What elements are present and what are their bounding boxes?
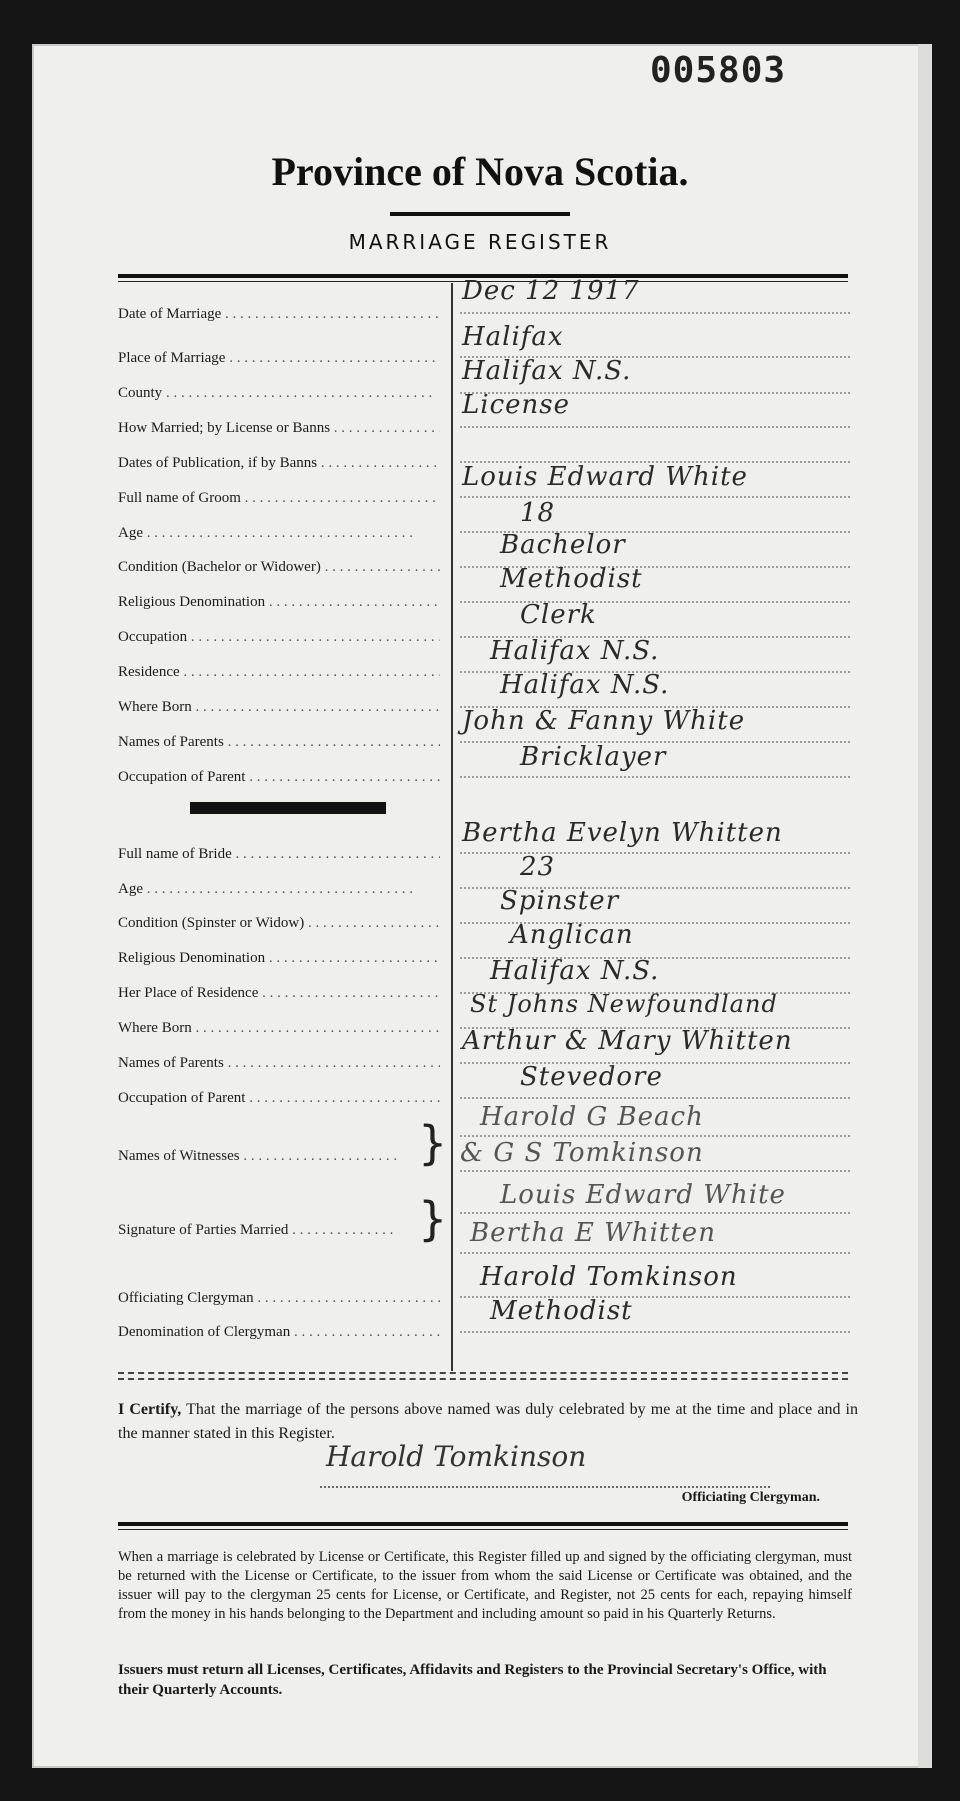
label-clergyman-denomination: Denomination of Clergyman . . . — [118, 1324, 440, 1341]
value-groom-parent-occupation: Bricklayer — [520, 742, 667, 772]
value-groom-condition: Bachelor — [500, 530, 626, 560]
entry-line — [460, 776, 850, 778]
value-groom-occupation: Clerk — [520, 600, 597, 630]
label-bride-parent-occupation: Occupation of Parent . . . — [118, 1090, 440, 1107]
label-groom-parents: Names of Parents . . . — [118, 734, 440, 751]
section-separator-bar — [190, 802, 386, 814]
label-bride-where-born: Where Born . . . — [118, 1020, 440, 1037]
value-bride-parent-occupation: Stevedore — [520, 1062, 663, 1092]
entry-line — [460, 312, 850, 314]
label-bride-religion: Religious Denomination . . . — [118, 950, 440, 967]
value-clergyman-denomination: Methodist — [490, 1296, 633, 1326]
label-groom-condition: Condition (Bachelor or Widower) . . . — [118, 559, 440, 576]
value-witness-2: & G S Tomkinson — [460, 1138, 704, 1168]
label-bride-condition: Condition (Spinster or Widow) . . . — [118, 915, 440, 932]
notice-rule — [118, 1522, 848, 1526]
document-number: 005803 — [650, 50, 787, 91]
label-signatures: Signature of Parties Married . . . — [118, 1222, 398, 1239]
column-divider — [451, 283, 453, 1371]
entry-line — [460, 426, 850, 428]
value-groom-age: 18 — [520, 498, 556, 528]
signatures-brace: } — [418, 1192, 448, 1246]
value-groom-religion: Methodist — [500, 564, 643, 594]
register-subtitle: MARRIAGE REGISTER — [348, 230, 612, 254]
certify-lead: I Certify, — [118, 1401, 182, 1418]
value-witness-1: Harold G Beach — [480, 1102, 704, 1132]
certify-body: That the marriage of the persons above named was duly celebrated by me at the time and place and in the manner stated in this Register. — [118, 1401, 859, 1442]
label-bride-age: Age . . . — [118, 881, 440, 898]
value-officiating-clergyman: Harold Tomkinson — [480, 1262, 738, 1292]
value-county: Halifax N.S. — [462, 356, 632, 386]
entry-line — [460, 1170, 850, 1172]
label-groom-age: Age . . . — [118, 525, 440, 542]
signature-caption: Officiating Clergyman. — [681, 1490, 820, 1505]
value-date-of-marriage: Dec 12 1917 — [462, 276, 640, 306]
clergyman-signature: Harold Tomkinson — [326, 1440, 587, 1473]
instructions-notice: When a marriage is celebrated by License or Certificate, this Register filled up and signed by the officiating clergyman, must be returned with the License or Certificate, to the issuer from whom the said License or Certificate was obtained, and the issuer will pay to the clergyman 25 cents for License, or Certificate, and Register, not 25 cents for each, repaying himself from the money in his hands belonging to the Department and including amount so paid in his Quarterly Returns. — [118, 1549, 852, 1622]
value-groom-residence: Halifax N.S. — [490, 636, 660, 666]
notice-rule-thin — [118, 1529, 848, 1530]
entry-line — [460, 1331, 850, 1333]
label-groom-residence: Residence . . . — [118, 664, 440, 681]
value-bride-name: Bertha Evelyn Whitten — [462, 818, 783, 848]
value-signature-bride: Bertha E Whitten — [470, 1218, 716, 1248]
issuer-notice: Issuers must return all Licenses, Certificates, Affidavits and Registers to the Provincial Secretary's Office, with their Quarterly Accounts. — [118, 1662, 827, 1698]
label-groom-name: Full name of Groom . . . — [118, 490, 440, 507]
signature-line — [320, 1486, 770, 1488]
value-bride-age: 23 — [520, 852, 556, 882]
label-county: County . . . — [118, 385, 440, 402]
value-bride-where-born: St Johns Newfoundland — [470, 990, 778, 1018]
label-place-of-marriage: Place of Marriage . . . — [118, 350, 440, 367]
value-place-of-marriage: Halifax — [462, 322, 564, 352]
certification-text — [118, 1398, 858, 1446]
label-witnesses: Names of Witnesses . . . — [118, 1148, 398, 1165]
label-officiating-clergyman: Officiating Clergyman . . . — [118, 1290, 440, 1307]
label-date-of-marriage: Date of Marriage . . . — [118, 306, 440, 323]
label-groom-parent-occupation: Occupation of Parent . . . — [118, 769, 440, 786]
certify-rule — [118, 1372, 848, 1374]
label-groom-religion: Religious Denomination . . . — [118, 594, 440, 611]
witnesses-brace: } — [418, 1116, 448, 1170]
page-title: Province of Nova Scotia. — [271, 149, 689, 194]
value-groom-parents: John & Fanny White — [462, 706, 746, 736]
value-groom-where-born: Halifax N.S. — [500, 670, 670, 700]
certify-rule — [118, 1378, 848, 1380]
value-how-married: License — [462, 390, 571, 420]
entry-line — [460, 1252, 850, 1254]
paper-edge — [918, 44, 932, 1768]
label-groom-where-born: Where Born . . . — [118, 699, 440, 716]
title-rule — [390, 212, 570, 216]
label-bride-parents: Names of Parents . . . — [118, 1055, 440, 1072]
value-bride-condition: Spinster — [500, 886, 620, 916]
label-groom-occupation: Occupation . . . — [118, 629, 440, 646]
value-bride-parents: Arthur & Mary Whitten — [462, 1026, 793, 1056]
label-bride-name: Full name of Bride . . . — [118, 846, 440, 863]
value-bride-religion: Anglican — [510, 920, 634, 950]
label-how-married: How Married; by License or Banns . . . — [118, 420, 440, 437]
label-bride-residence: Her Place of Residence . . . — [118, 985, 440, 1002]
value-bride-residence: Halifax N.S. — [490, 956, 660, 986]
value-signature-groom: Louis Edward White — [500, 1180, 786, 1210]
entry-line — [460, 1097, 850, 1099]
entry-line — [460, 1135, 850, 1137]
label-dates-of-publication: Dates of Publication, if by Banns . . . — [118, 455, 440, 472]
entry-line — [460, 1212, 850, 1214]
value-groom-name: Louis Edward White — [462, 462, 748, 492]
